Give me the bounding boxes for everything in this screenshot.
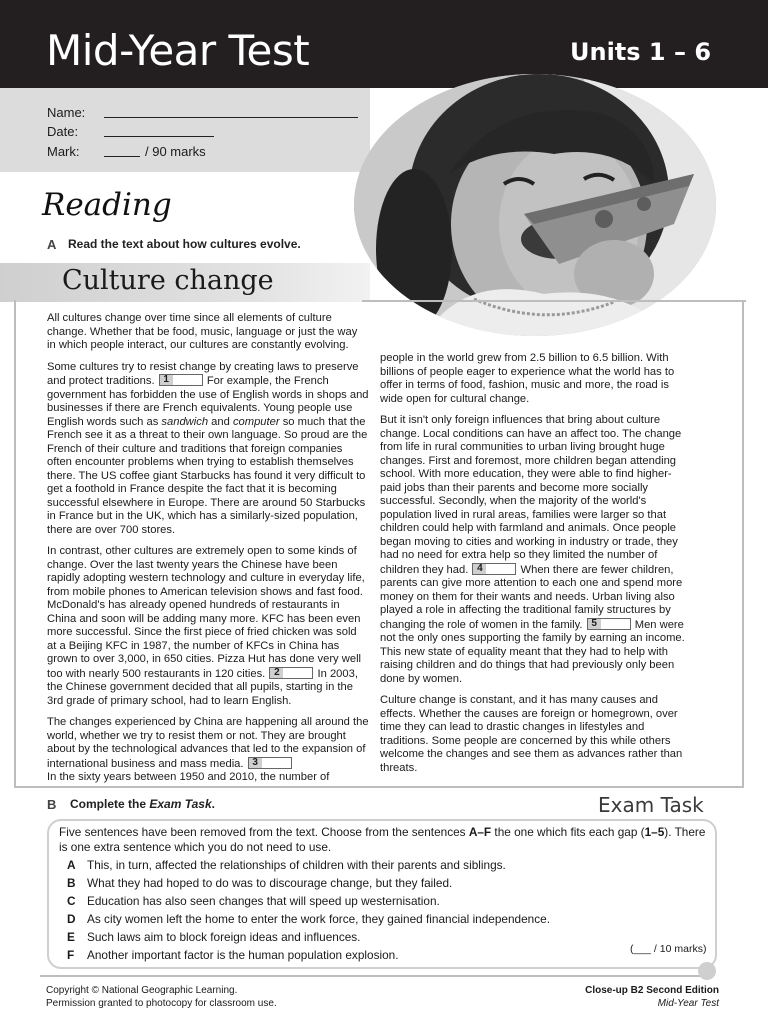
gap-number: 3 xyxy=(249,758,262,768)
paragraph xyxy=(47,716,369,785)
test-title: Mid-Year Test xyxy=(46,26,310,75)
answer-gap[interactable] xyxy=(587,618,631,630)
paragraph-text: Culture change is constant, and it has many causes and effects. Whether the causes are foreign or homegrown, over time they can lead to drastic changes in lifestyles and traditions. Some people are concerned by this while others welcome the changes and see them as advances rather than threats. xyxy=(380,694,683,774)
paragraph-text: and xyxy=(211,415,230,428)
option-text: Such laws aim to block foreign ideas and influences. xyxy=(87,930,361,944)
date-field xyxy=(104,136,214,137)
paragraph-text: The changes experienced by China are happening all around the world, whether we try to resist them or not. They are brought about by the technological advances that led to the expansion of international business and mass media. xyxy=(47,716,369,770)
option-text: Another important factor is the human population explosion. xyxy=(87,948,399,962)
option-text: Education has also seen changes that will speed up westernisation. xyxy=(87,894,440,908)
option-letter: A xyxy=(67,858,76,872)
gap-number: 4 xyxy=(473,564,486,574)
name-label: Name: xyxy=(47,105,86,120)
instruction-text: Complete the xyxy=(70,797,147,811)
option-letter: C xyxy=(67,894,76,908)
paragraph-text: people in the world grew from 2.5 billion to 6.5 billion. With billions of people eager to experience what the world has to offer in terms of food, fashion, music and more, the road is wide open for cultural change. xyxy=(380,352,675,405)
part-b-instruction xyxy=(70,797,215,811)
paragraph-text: Some cultures try to resist change by creating laws to preserve and protect traditions. xyxy=(47,360,359,387)
answer-gap[interactable] xyxy=(472,563,516,575)
option-letter: B xyxy=(67,876,76,890)
footer-dot-decoration xyxy=(698,962,716,980)
mark-label: Mark: xyxy=(47,144,80,159)
option-letter: F xyxy=(67,948,75,962)
answer-gap[interactable] xyxy=(248,757,292,769)
paragraph xyxy=(47,312,369,353)
instruction-text: . xyxy=(211,797,215,811)
option-text: What they had hoped to do was to discourage change, but they failed. xyxy=(87,876,453,890)
option-b[interactable] xyxy=(67,878,627,890)
name-field xyxy=(104,117,358,118)
answer-gap[interactable] xyxy=(269,667,313,679)
paragraph xyxy=(380,694,686,775)
section-heading: Reading xyxy=(42,187,172,223)
gap-number: 2 xyxy=(270,668,283,678)
date-label: Date: xyxy=(47,124,79,139)
instruction-text: the one which fits each gap ( xyxy=(494,825,645,839)
article-column-left xyxy=(47,312,369,793)
instruction-bold: 1–5 xyxy=(644,825,665,839)
part-a-letter: A xyxy=(47,237,57,252)
paragraph-text: Men were not the only ones supporting the family by earning an income. This new state of equality meant that they had to help with raising children and do things that had previously only been done by women. xyxy=(380,618,685,685)
exam-marks: (___ / 10 marks) xyxy=(630,943,707,955)
gap-number: 1 xyxy=(160,375,173,385)
paragraph xyxy=(380,414,686,686)
copyright-notice xyxy=(46,985,277,1010)
paragraph-text: In contrast, other cultures are extremely open to some kinds of change. Over the last twenty years the Chinese have been rapidly adopting western technology and culture in everyday life, from mobile phones to American television shows and fast food. McDonald's has already opened hundreds of restaurants in China and soon will be adding many more. KFC has been even more successful. Since the first piece of fried chicken was sold at a Beijing KFC in 1987, the number of KFCs in China has grown to over 3,000, in 650 cities. Pizza Hut has done very well too with nearly 500 restaurants in 120 cities. xyxy=(47,545,365,680)
copyright-line: Copyright © National Geographic Learning. xyxy=(46,985,238,996)
instruction-text: ). There is one extra sentence which you do not need to use. xyxy=(59,825,706,854)
article-frame-top xyxy=(362,300,746,302)
answer-gap[interactable] xyxy=(159,374,203,386)
article-column-right xyxy=(380,352,686,783)
part-a-instruction: Read the text about how cultures evolve. xyxy=(68,237,301,251)
exam-instructions xyxy=(59,825,709,855)
paragraph xyxy=(380,352,686,406)
instruction-emphasis: Exam Task xyxy=(149,797,212,811)
paragraph xyxy=(47,545,369,708)
option-letter: E xyxy=(67,930,75,944)
permission-line: Permission granted to photocopy for classroom use. xyxy=(46,997,277,1009)
option-text: As city women left the home to enter the work force, they gained financial independence. xyxy=(87,912,550,926)
book-info xyxy=(500,985,719,1010)
paragraph-text: But it isn't only foreign influences that bring about culture change. Local conditions can have an affect too. The change from life in rural communities to urban living brought huge changes. First and foremost, more children began attending school. With more education, they were able to find higher-paid jobs than their parents and become more socially successful. Secondly, when the majority of the world's population lived in rural areas, families were larger so that children could help with farmland and animals. Once people began moving to cities and working in industry or trade, they had no need for extra help so they limited the number of children they had. xyxy=(380,414,682,576)
exam-task-label: Exam Task xyxy=(598,793,704,817)
paragraph xyxy=(47,361,369,538)
test-name: Mid-Year Test xyxy=(657,997,719,1009)
part-b-letter: B xyxy=(47,797,57,812)
instruction-bold: A–F xyxy=(468,825,492,839)
option-d[interactable] xyxy=(67,914,627,926)
option-text: This, in turn, affected the relationships of children with their parents and siblings. xyxy=(87,858,506,872)
gap-number: 5 xyxy=(588,619,601,629)
paragraph-text: All cultures change over time since all elements of culture change. Whether that be food, music, language or just the way in which people interact, our cultures are constantly evolving. xyxy=(47,312,358,351)
paragraph-text: In 2003, the Chinese government decided that all pupils, starting in the 3rd grade of primary school, had to learn English. xyxy=(47,667,358,707)
book-title: Close-up B2 Second Edition xyxy=(585,985,719,996)
paragraph-text: For example, the French government has forbidden the use of English words in shops and businesses if there are French equivalents. Young people use English words such as xyxy=(47,375,369,428)
units-label: Units 1 – 6 xyxy=(570,38,712,66)
emphasis-word: sandwich xyxy=(161,415,209,428)
emphasis-word: computer xyxy=(232,415,280,428)
paragraph-text: so much that the French see it as a threat to their own language. So proud are the French of their culture and traditions that foreign companies often encounter problems when trying to establish themselves there. The US coffee giant Starbucks has found it very difficult to get a foothold in France despite the fact that it is becoming successful elsewhere in Europe. There are around 50 Starbucks in France but in the UK, which has a similarly-sized population, there are over 700 stores. xyxy=(47,415,368,536)
article-title: Culture change xyxy=(62,265,274,296)
option-f[interactable] xyxy=(67,950,627,962)
paragraph-text: In the sixty years between 1950 and 2010, the number of xyxy=(47,771,330,783)
option-e[interactable] xyxy=(67,932,627,944)
paragraph-text: When there are fewer children, parents can give more attention to each one and spend more money on them for their wants and needs. Urban living also played a role in affecting the traditional family structures by changing the role of women in the family. xyxy=(380,563,683,631)
instruction-text: Five sentences have been removed from the text. Choose from the sentences xyxy=(59,825,466,839)
footer-divider xyxy=(40,975,710,977)
girl-eating-pizza-photo xyxy=(354,74,716,336)
option-a[interactable] xyxy=(67,860,627,872)
mark-total: / 90 marks xyxy=(145,144,206,159)
option-c[interactable] xyxy=(67,896,627,908)
option-letter: D xyxy=(67,912,76,926)
mark-field xyxy=(104,156,140,157)
